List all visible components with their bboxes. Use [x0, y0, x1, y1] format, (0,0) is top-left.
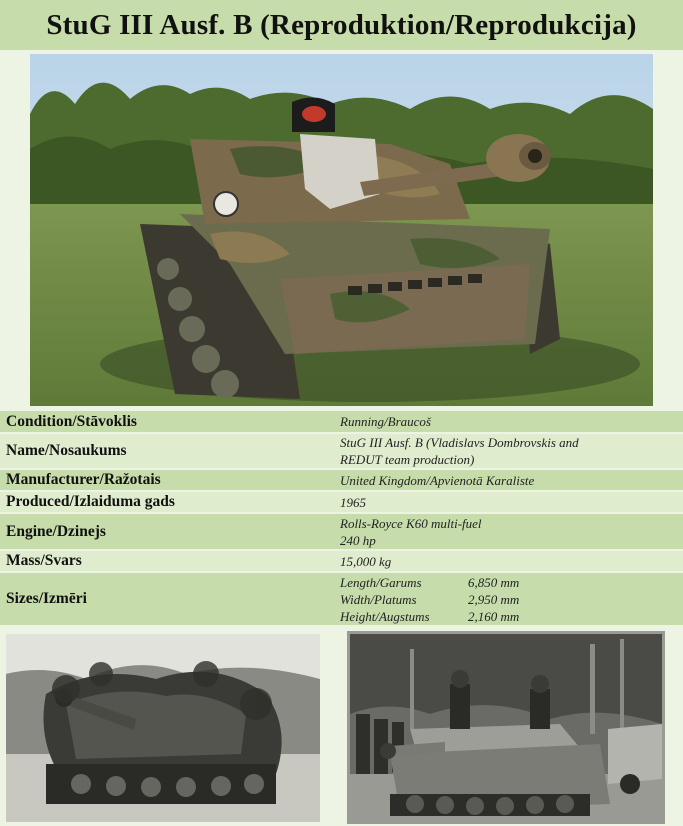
spec-label: Mass/Svars: [0, 550, 330, 572]
spec-row-mass: [0, 550, 683, 572]
tank-photo-illustration: [30, 54, 653, 406]
spec-label: Engine/Dzinejs: [0, 513, 330, 550]
spec-value: [330, 433, 683, 469]
sizes-grid: [340, 574, 677, 625]
spec-value: [330, 572, 683, 626]
tank-photo: [30, 54, 653, 406]
page-title: StuG III Ausf. B (Reproduktion/Reprodukcija): [0, 0, 683, 50]
spec-value-line: Rolls-Royce K60 multi-fuel: [340, 515, 482, 531]
spec-row-manufacturer: [0, 469, 683, 491]
spec-row-name: [0, 433, 683, 469]
size-name: Width/Platums: [340, 591, 417, 607]
spec-value-line: REDUT team production): [340, 452, 475, 467]
spec-row-condition: [0, 411, 683, 433]
spec-label: Condition/Stāvoklis: [0, 411, 330, 433]
spec-label: Name/Nosaukums: [0, 433, 330, 469]
spec-value-line: StuG III Ausf. B (Vladislavs Dombrovskis and: [340, 435, 579, 450]
size-value: 6,850 mm: [468, 574, 520, 590]
size-value: 2,160 mm: [468, 608, 520, 624]
historical-photo-left: [6, 634, 320, 822]
spec-value: Running/Braucoš: [330, 411, 683, 433]
historical-photo-right-illustration: [350, 634, 662, 821]
spec-value: 1965: [330, 491, 683, 513]
size-name: Height/Augstums: [340, 608, 430, 624]
spec-row-produced: [0, 491, 683, 513]
historical-photo-right: [347, 631, 665, 824]
spec-label: Manufacturer/Ražotais: [0, 469, 330, 491]
spec-value-line: 240 hp: [340, 532, 376, 548]
specs-table: [0, 411, 683, 627]
size-name: Length/Garums: [340, 574, 422, 590]
spec-value: United Kingdom/Apvienotā Karaliste: [330, 469, 683, 491]
size-value: 2,950 mm: [468, 591, 520, 607]
spec-row-engine: [0, 513, 683, 550]
historical-photo-left-illustration: [6, 634, 320, 822]
spec-label: Produced/Izlaiduma gads: [0, 491, 330, 513]
spec-label: Sizes/Izmēri: [0, 572, 330, 626]
spec-row-sizes: [0, 572, 683, 626]
spec-value: [330, 513, 683, 550]
spec-value: 15,000 kg: [330, 550, 683, 572]
